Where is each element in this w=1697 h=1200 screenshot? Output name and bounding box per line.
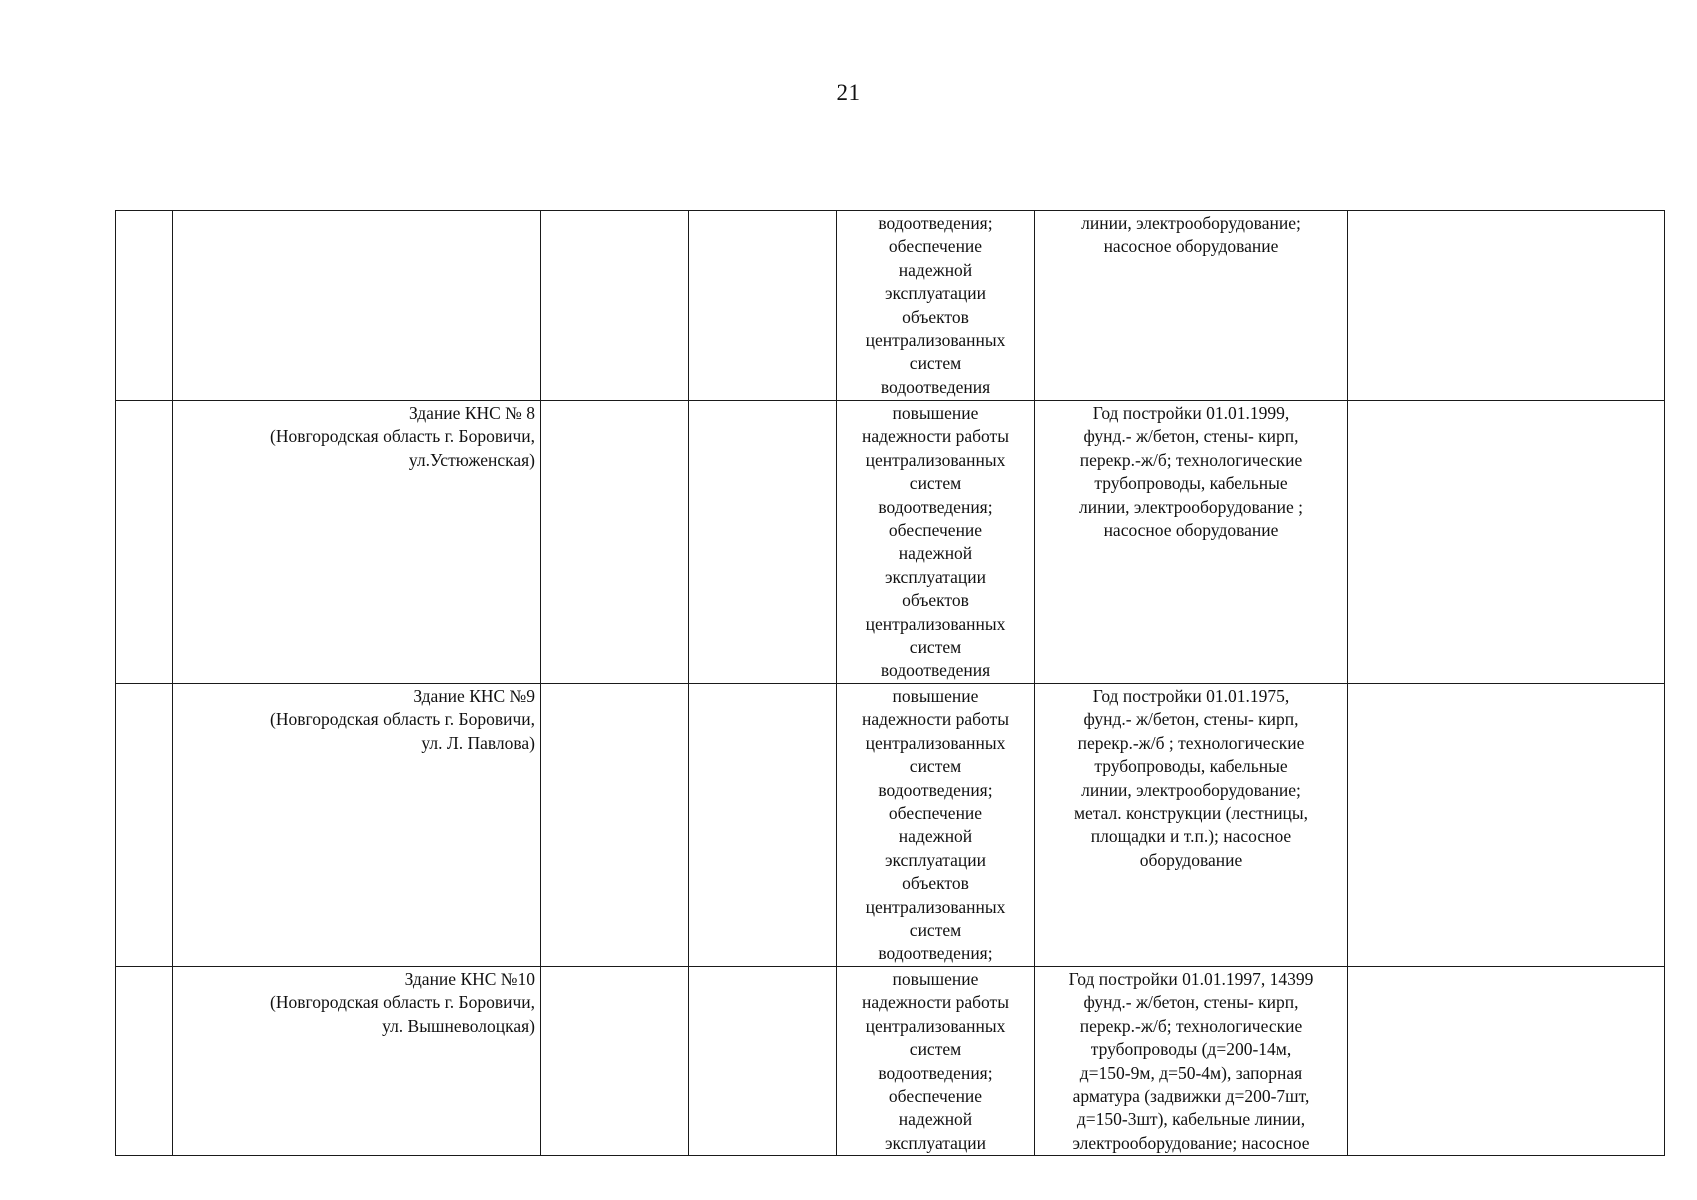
name-line: ул. Л. Павлова) xyxy=(421,732,535,753)
characteristics-line: электрооборудование; насосное xyxy=(1072,1132,1310,1153)
purpose-line: надежной xyxy=(898,826,973,847)
table-row xyxy=(116,401,1665,684)
purpose-line: водоотведения xyxy=(880,376,991,397)
purpose-line: систем xyxy=(909,1039,962,1060)
empty-cell xyxy=(541,401,689,684)
characteristics-line: фунд.- ж/бетон, стены- кирп, xyxy=(1083,709,1299,730)
characteristics-line: линии, электрооборудование; xyxy=(1081,213,1301,233)
empty-cell xyxy=(541,683,689,966)
name-line: (Новгородская область г. Боровичи, xyxy=(270,709,535,730)
purpose-line: обеспечение xyxy=(888,802,983,823)
purpose-line: эксплуатации xyxy=(884,849,986,870)
purpose-line: централизованных xyxy=(865,613,1006,634)
row-number-cell xyxy=(116,211,173,401)
page-number: 21 xyxy=(836,80,861,105)
purpose-line: систем xyxy=(909,919,962,940)
empty-cell xyxy=(689,401,837,684)
purpose-line: водоотведения; xyxy=(878,943,993,964)
purpose-line: обеспечение xyxy=(888,1085,983,1106)
purpose-line: надежной xyxy=(898,543,973,564)
empty-cell xyxy=(1348,683,1665,966)
purpose-line: повышение xyxy=(892,968,979,989)
characteristics-line: д=150-3шт), кабельные линии, xyxy=(1076,1109,1306,1130)
row-number-cell xyxy=(116,401,173,684)
table-row xyxy=(116,211,1665,401)
purpose-line: централизованных xyxy=(865,449,1006,470)
characteristics-cell xyxy=(1035,211,1348,401)
characteristics-line: линии, электрооборудование ; xyxy=(1078,496,1304,517)
purpose-line: эксплуатации xyxy=(884,1132,986,1153)
purpose-line: обеспечение xyxy=(888,520,983,541)
empty-cell xyxy=(1348,401,1665,684)
purpose-line: централизованных xyxy=(865,896,1006,917)
empty-cell xyxy=(541,966,689,1155)
characteristics-line: Год постройки 01.01.1999, xyxy=(1092,403,1290,423)
empty-cell xyxy=(689,966,837,1155)
name-line: ул.Устюженская) xyxy=(408,449,535,470)
characteristics-line: оборудование xyxy=(1139,849,1243,870)
characteristics-line: метал. конструкции (лестницы, xyxy=(1073,802,1309,823)
purpose-line: надежной xyxy=(898,259,973,280)
characteristics-line: фунд.- ж/бетон, стены- кирп, xyxy=(1083,992,1299,1013)
purpose-cell xyxy=(837,401,1035,684)
purpose-line: объектов xyxy=(902,873,969,894)
characteristics-line: перекр.-ж/б; технологические xyxy=(1079,449,1303,470)
purpose-line: эксплуатации xyxy=(884,566,986,587)
name-line: Здание КНС №10 xyxy=(404,968,535,989)
purpose-line: объектов xyxy=(902,306,969,327)
purpose-line: водоотведения; xyxy=(878,213,993,233)
purpose-cell xyxy=(837,683,1035,966)
characteristics-line: перекр.-ж/б ; технологические xyxy=(1077,732,1305,753)
characteristics-line: трубопроводы, кабельные xyxy=(1094,756,1288,777)
name-line: (Новгородская область г. Боровичи, xyxy=(270,992,535,1013)
characteristics-line: перекр.-ж/б; технологические xyxy=(1079,1015,1303,1036)
purpose-line: централизованных xyxy=(865,1015,1006,1036)
characteristics-line: Год постройки 01.01.1975, xyxy=(1092,685,1290,706)
characteristics-line: арматура (задвижки д=200-7шт, xyxy=(1072,1085,1310,1106)
empty-cell xyxy=(541,211,689,401)
purpose-line: систем xyxy=(909,473,962,494)
purpose-line: систем xyxy=(909,756,962,777)
table-row xyxy=(116,683,1665,966)
purpose-line: эксплуатации xyxy=(884,283,986,304)
purpose-line: водоотведения; xyxy=(878,496,993,517)
purpose-line: систем xyxy=(909,637,962,658)
characteristics-line: трубопроводы, кабельные xyxy=(1094,473,1288,494)
property-table xyxy=(115,210,1665,1156)
empty-cell xyxy=(689,683,837,966)
purpose-cell xyxy=(837,211,1035,401)
characteristics-line: насосное оборудование xyxy=(1103,520,1279,541)
characteristics-line: трубопроводы (д=200-14м, xyxy=(1090,1039,1292,1060)
purpose-line: централизованных xyxy=(865,732,1006,753)
purpose-line: надежности работы xyxy=(862,426,1009,447)
empty-cell xyxy=(689,211,837,401)
row-number-cell xyxy=(116,683,173,966)
characteristics-line: Год постройки 01.01.1997, 14399 xyxy=(1068,968,1314,989)
purpose-line: объектов xyxy=(902,590,969,611)
object-name-cell xyxy=(173,966,541,1155)
object-name-cell xyxy=(173,211,541,401)
name-line: Здание КНС № 8 xyxy=(408,403,535,423)
purpose-line: надежной xyxy=(898,1109,973,1130)
purpose-line: водоотведения; xyxy=(878,779,993,800)
purpose-line: надежности работы xyxy=(862,709,1009,730)
purpose-line: обеспечение xyxy=(888,236,983,257)
purpose-line: централизованных xyxy=(865,330,1006,351)
name-line: Здание КНС №9 xyxy=(413,685,535,706)
purpose-line: повышение xyxy=(892,685,979,706)
empty-cell xyxy=(1348,211,1665,401)
characteristics-cell xyxy=(1035,401,1348,684)
name-line: (Новгородская область г. Боровичи, xyxy=(270,426,535,447)
characteristics-cell xyxy=(1035,966,1348,1155)
name-line: ул. Вышневолоцкая) xyxy=(382,1015,535,1036)
purpose-line: повышение xyxy=(892,403,979,423)
purpose-line: надежности работы xyxy=(862,992,1009,1013)
purpose-line: систем xyxy=(909,353,962,374)
characteristics-line: линии, электрооборудование; xyxy=(1081,779,1301,800)
characteristics-line: насосное оборудование xyxy=(1103,236,1279,257)
empty-cell xyxy=(1348,966,1665,1155)
table-row xyxy=(116,966,1665,1155)
purpose-line: водоотведения; xyxy=(878,1062,993,1083)
purpose-cell xyxy=(837,966,1035,1155)
characteristics-line: д=150-9м, д=50-4м), запорная xyxy=(1079,1062,1303,1083)
object-name-cell xyxy=(173,683,541,966)
characteristics-line: фунд.- ж/бетон, стены- кирп, xyxy=(1083,426,1299,447)
characteristics-cell xyxy=(1035,683,1348,966)
purpose-line: водоотведения xyxy=(880,660,991,681)
row-number-cell xyxy=(116,966,173,1155)
object-name-cell xyxy=(173,401,541,684)
characteristics-line: площадки и т.п.); насосное xyxy=(1090,826,1292,847)
